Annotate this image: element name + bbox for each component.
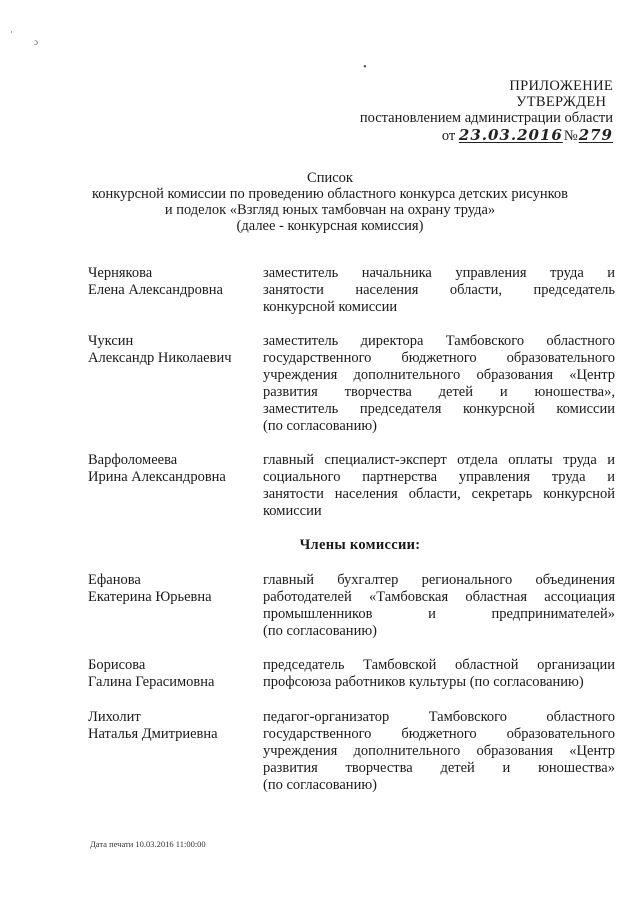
scan-speck: ɔ (34, 37, 38, 47)
print-date-footer: Дата печати 10.03.2016 11:00:00 (90, 839, 206, 849)
person-role (263, 333, 615, 435)
person-surname: Борисова (88, 657, 146, 673)
person-name (88, 657, 258, 691)
role-line: учреждения дополнительного образования «Центр (263, 743, 615, 759)
person-given-names: Александр Николаевич (88, 350, 232, 366)
role-line: (по согласованию) (263, 418, 377, 434)
approval-stamp-block (313, 78, 613, 144)
role-line: развития творчества детей и юношества», (263, 384, 615, 400)
title-line-3: и поделок «Взгляд юных тамбовчан на охрану труда» (164, 202, 496, 218)
role-line: педагог-организатор Тамбовского областного (263, 709, 615, 725)
person-name (88, 572, 258, 606)
scan-speck: • (363, 61, 367, 73)
person-given-names: Екатерина Юрьевна (88, 589, 212, 605)
person-role (263, 657, 615, 691)
role-line: учреждения дополнительного образования «Центр (263, 367, 615, 383)
person-given-names: Елена Александровна (88, 282, 223, 298)
role-line: конкурсной комиссии (263, 299, 398, 315)
members-heading: Члены комиссии: (299, 537, 421, 553)
resolution-date-line (313, 127, 613, 144)
approved-label: УТВЕРЖДЕН (516, 94, 607, 110)
role-line: работодателей «Тамбовская областная ассоциация (263, 589, 615, 605)
title-line-2: конкурсной комиссии по проведению областного конкурса детских рисунков (91, 186, 569, 202)
title-line-1: Список (307, 170, 353, 186)
role-line: занятости населения области, председатель (263, 282, 615, 298)
person-role (263, 709, 615, 794)
person-surname: Чуксин (88, 333, 134, 349)
role-line: главный специалист-эксперт отдела оплаты труда и (263, 452, 615, 468)
role-line: заместитель начальника управления труда и (263, 265, 615, 281)
approval-heading (509, 78, 613, 110)
role-line: главный бухгалтер регионального объединения (263, 572, 615, 588)
role-line: промышленников и предпринимателей» (263, 606, 615, 622)
person-role (263, 265, 615, 316)
date-prefix: от (441, 128, 456, 144)
role-line: занятости населения области, секретарь конкурсной (263, 486, 615, 502)
role-line: (по согласованию) (263, 623, 377, 639)
role-line: (по согласованию) (263, 777, 377, 793)
person-surname: Варфоломеева (88, 452, 178, 468)
person-surname: Ефанова (88, 572, 141, 588)
person-given-names: Галина Герасимовна (88, 674, 215, 690)
person-given-names: Ирина Александровна (88, 469, 226, 485)
handwritten-number: 279 (578, 126, 613, 144)
role-line: развития творчества детей и юношества» (263, 760, 615, 776)
person-name (88, 709, 258, 743)
appendix-label: ПРИЛОЖЕНИЕ (509, 78, 613, 94)
resolution-label: постановлением администрации области (359, 110, 613, 126)
handwritten-date: 23.03.2016 (458, 126, 563, 144)
person-role (263, 572, 615, 640)
person-name (88, 333, 258, 367)
person-name (88, 452, 258, 486)
role-line: государственного бюджетного образовательного (263, 726, 615, 742)
person-name (88, 265, 258, 299)
scan-speck: · (10, 27, 13, 37)
person-surname: Чернякова (88, 265, 153, 281)
title-line-4: (далее - конкурсная комиссия) (236, 218, 424, 234)
number-sign: № (563, 128, 578, 144)
role-line: государственного бюджетного образовательного (263, 350, 615, 366)
person-role (263, 452, 615, 520)
person-given-names: Наталья Дмитриевна (88, 726, 218, 742)
role-line: профсоюза работников культуры (по согласованию) (263, 674, 584, 690)
role-line: комиссии (263, 503, 322, 519)
role-line: социального партнерства управления труда и (263, 469, 615, 485)
role-line: председатель Тамбовской областной организации (263, 657, 615, 673)
person-surname: Лихолит (88, 709, 141, 725)
list-title (60, 170, 600, 234)
role-line: заместитель председателя конкурсной комиссии (263, 401, 615, 417)
role-line: заместитель директора Тамбовского областного (263, 333, 615, 349)
